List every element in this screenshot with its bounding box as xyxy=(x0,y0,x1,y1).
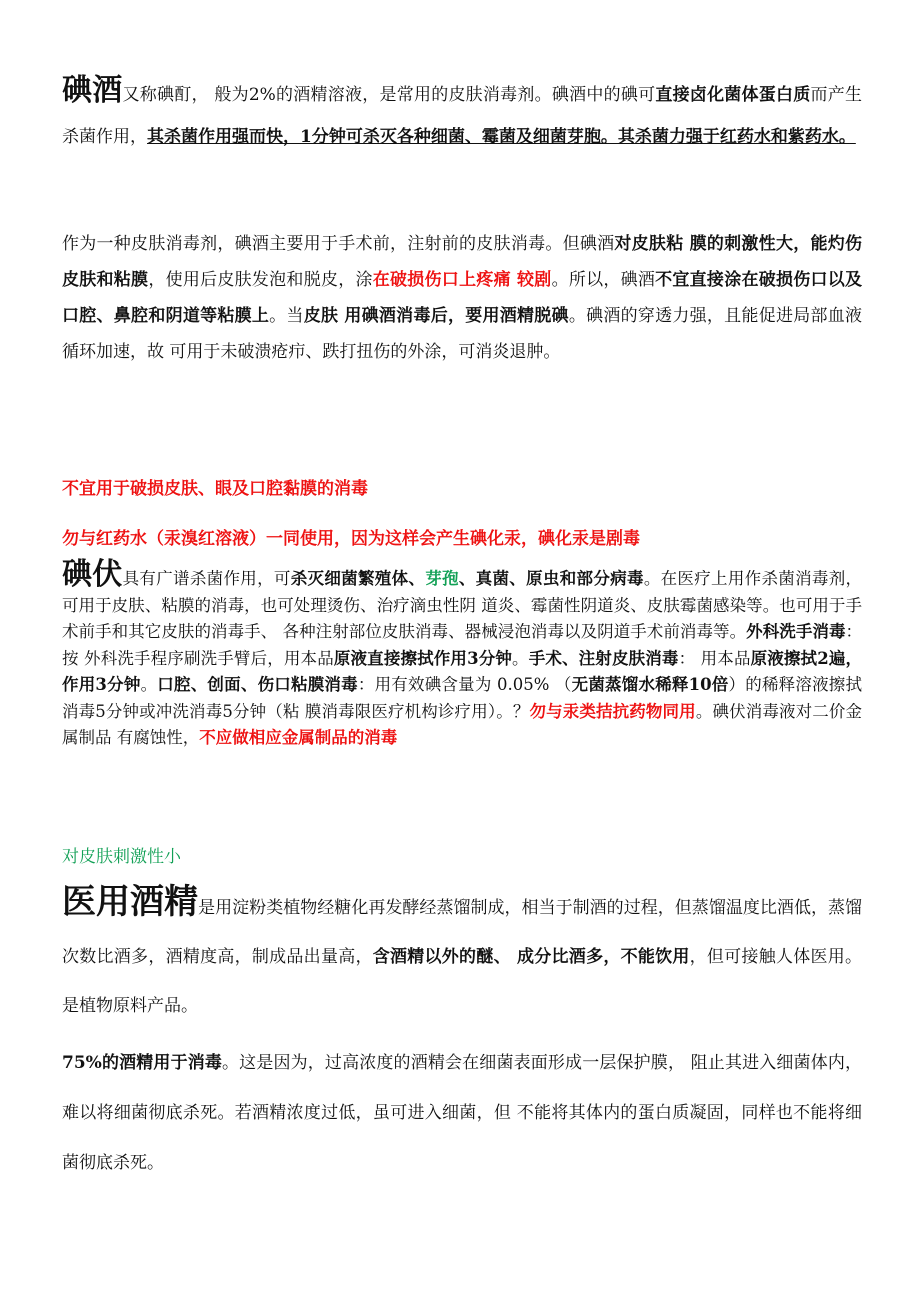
usage-text: 。碘酒的穿透力强，且能促进局部血液循环加速，故 可用于未破溃疮疖、跌打扭伤的外涂，可消炎退肿。 xyxy=(62,306,863,362)
pi-bold-text: 外科洗手消毒 xyxy=(746,622,846,641)
medical-alcohol-paragraph xyxy=(62,884,862,1031)
pi-bold-text: 手术、注射皮肤消毒 xyxy=(528,648,679,668)
alcohol-75-bold-text: 75%的酒精用于消毒 xyxy=(62,1053,223,1073)
alcohol-75-paragraph xyxy=(62,1038,862,1188)
usage-bold-text: 皮肤 用碘酒消毒后，要用酒精脱碘 xyxy=(303,306,569,326)
intro-text: 又称碘酊， 般为2%的酒精溶液，是常用的皮肤消毒剂。碘酒中的碘可 xyxy=(122,85,656,105)
usage-text: 作为一种皮肤消毒剂，碘酒主要用于手术前，注射前的皮肤消毒。但碘酒 xyxy=(62,234,615,254)
pi-green-text: 芽孢 xyxy=(425,569,459,588)
pi-text: 。 xyxy=(512,648,529,668)
pi-text: 具有广谱杀菌作用，可 xyxy=(122,569,291,588)
pi-red-text: 勿与汞类拮抗药物同用 xyxy=(529,701,696,721)
usage-text: ，使用后皮肤发泡和脱皮，涂 xyxy=(148,270,373,290)
ma-text: ，但可接触人体医用。是植物原料产品。 xyxy=(62,947,863,1016)
pi-text: ）的稀释溶液擦拭消毒5分钟或冲洗消毒5分钟（粘 膜消毒限医疗机构诊疗用）。？ xyxy=(62,675,863,721)
povidone-iodine-title: 碘伏 xyxy=(62,557,123,592)
iodine-tincture-title: 碘酒 xyxy=(62,73,123,108)
iodine-tincture-usage xyxy=(62,226,862,370)
pi-bold-text: 、真菌、原虫和部分病毒 xyxy=(458,569,644,588)
iodine-warning-2: 勿与红药水（汞溴红溶液）一同使用，因为这样会产生碘化汞，碘化汞是剧毒 xyxy=(62,529,640,549)
pi-red-text: 不应做相应金属制品的消毒 xyxy=(199,728,398,747)
pi-text: ：用有效碘含量为 0.05% （ xyxy=(357,675,572,694)
pi-bold-text: 无菌蒸馏水稀释10倍 xyxy=(571,675,729,694)
pi-bold-text: 原液擦拭2遍，作用3分钟 xyxy=(62,648,862,694)
intro-bold-text: 直接卤化菌体蛋白质 xyxy=(655,85,811,105)
pi-text: 。碘伏消毒液对二价金属制品 有腐蚀性， xyxy=(62,701,863,747)
iodine-warning-1: 不宜用于破损皮肤、眼及口腔黏膜的消毒 xyxy=(62,479,368,499)
povidone-iodine-paragraph xyxy=(62,557,863,752)
medical-alcohol-title: 医用酒精 xyxy=(62,882,199,922)
intro-bold-underlined-text: 其杀菌作用强而快，1分钟可杀灭各种细菌、霉菌及细菌芽胞。其杀菌力强于红药水和紫药水。 xyxy=(147,127,856,147)
usage-bold-text: 对皮肤粘 膜的刺激性大，能灼伤皮肤和粘膜 xyxy=(62,234,863,290)
pi-bold-text: 原液直接擦拭作用3分钟 xyxy=(333,648,513,668)
intro-text: 而产生杀菌作用， xyxy=(62,85,863,147)
povidone-iodine-note: 对皮肤刺激性小 xyxy=(62,847,181,867)
ma-bold-text: 含酒精以外的醚、 成分比酒多，不能饮用 xyxy=(372,947,690,967)
usage-text: 。所以，碘酒 xyxy=(551,270,656,290)
pi-text: 。在医疗上用作杀菌消毒剂，可用于皮肤、粘膜的消毒，也可处理烫伤、治疗滴虫性阴 道炎、霉菌性阴道炎、皮肤霉菌感染等。也可用于手术前手和其它皮肤的消毒手、 各种注射部位皮肤消毒、器械浸泡消毒以及阴道手术前消毒等。 xyxy=(62,569,863,641)
iodine-tincture-intro xyxy=(62,74,862,158)
usage-red-text: 在破损伤口上疼痛 较剧 xyxy=(372,270,552,290)
usage-bold-text: 不宜直接涂在破损伤口以及口腔、鼻腔和阴道等粘膜上 xyxy=(62,270,863,326)
usage-text: 。当 xyxy=(269,306,304,326)
pi-text: ： 用本品 xyxy=(678,648,751,668)
pi-text: 。 xyxy=(140,675,158,694)
pi-bold-text: 杀灭细菌繁殖体、 xyxy=(290,569,426,588)
ma-text: 是用淀粉类植物经糖化再发酵经蒸馏制成，相当于制酒的过程，但蒸馏温度比酒低，蒸馏次数比酒多，酒精度高，制成品出量高， xyxy=(62,898,863,967)
alcohol-75-text: 。这是因为，过高浓度的酒精会在细菌表面形成一层保护膜， 阻止其进入细菌体内，难以将细菌彻底杀死。若酒精浓度过低，虽可进入细菌，但 不能将其体内的蛋白质凝固，同样也不能将细菌彻底杀死。 xyxy=(62,1053,863,1173)
pi-text: ：按 外科洗手程序刷洗手臂后，用本品 xyxy=(62,622,863,668)
pi-bold-text: 口腔、创面、伤口粘膜消毒 xyxy=(157,675,358,694)
